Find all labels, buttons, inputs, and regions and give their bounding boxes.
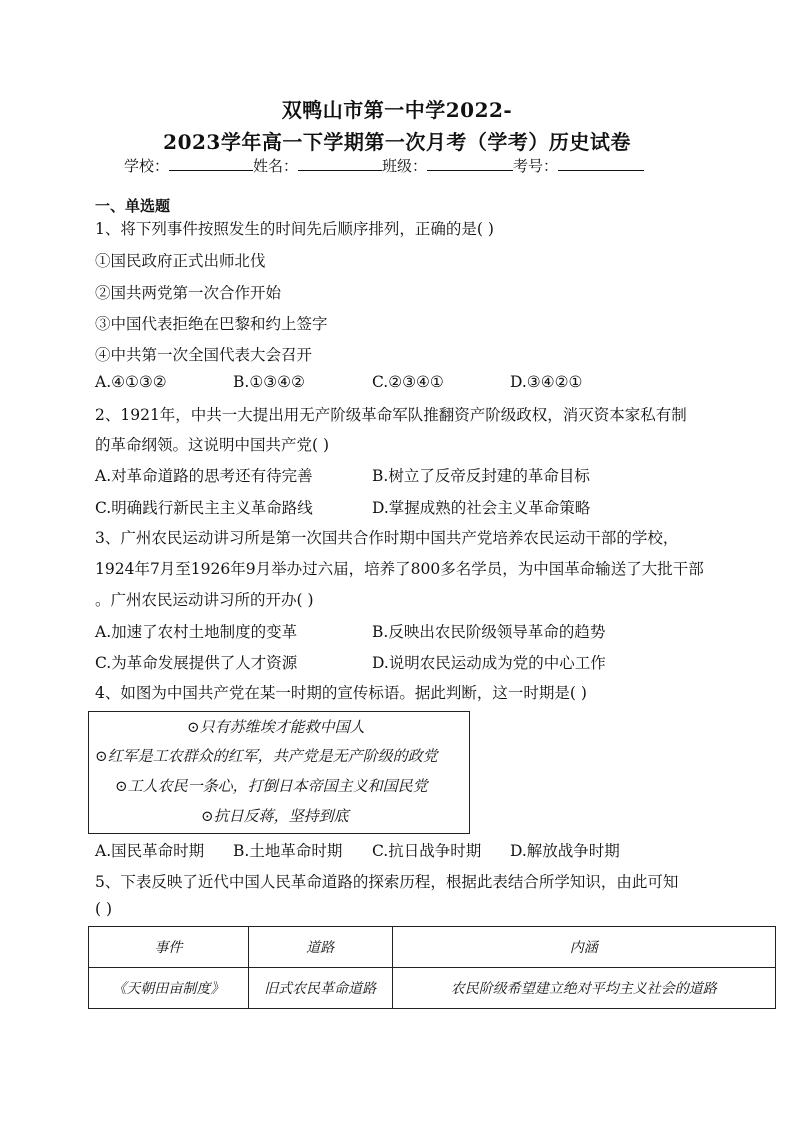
name-blank[interactable] [298, 155, 382, 171]
name-label: 姓名： [253, 157, 299, 175]
q1-option-c[interactable]: C.②③④① [372, 373, 444, 391]
q5-table [88, 926, 776, 1009]
school-label: 学校： [124, 157, 170, 175]
q1-item: ④中共第一次全国代表大会召开 [95, 346, 313, 364]
q3-stem-line1: 3、广州农民运动讲习所是第一次国共合作时期中国共产党培养农民运动干部的学校， [95, 529, 679, 547]
class-label: 班级： [382, 157, 428, 175]
school-blank[interactable] [169, 155, 253, 171]
slogan-line: ⊙工人农民一条心，打倒日本帝国主义和国民党 [115, 777, 428, 795]
q2-option-c[interactable]: C.明确践行新民主主义革命路线 [95, 499, 313, 517]
table-cell: 《天朝田亩制度》 [89, 968, 249, 1009]
q4-option-d[interactable]: D.解放战争时期 [510, 842, 620, 860]
q1-item: ③中国代表拒绝在巴黎和约上签字 [95, 315, 328, 333]
q1-option-d[interactable]: D.③④②① [510, 373, 583, 391]
exam-title-line1: 双鸭山市第一中学2022- [281, 98, 513, 122]
q4-option-a[interactable]: A.国民革命时期 [95, 842, 205, 860]
q1-item: ①国民政府正式出师北伐 [95, 252, 266, 270]
q3-stem-line2: 1924年7月至1926年9月举办过六届，培养了800多名学员，为中国革命输送了大批干部 [95, 560, 704, 578]
q2-stem-line2: 的革命纲领。这说明中国共产党( ) [95, 436, 330, 454]
class-blank[interactable] [427, 155, 513, 171]
q1-option-b[interactable]: B.①③④② [233, 373, 305, 391]
q3-option-b[interactable]: B.反映出农民阶级领导革命的趋势 [372, 623, 606, 641]
table-cell: 旧式农民革命道路 [248, 968, 392, 1009]
q4-option-b[interactable]: B.土地革命时期 [233, 842, 343, 860]
student-info-row [124, 155, 644, 176]
q3-option-d[interactable]: D.说明农民运动成为党的中心工作 [372, 654, 606, 672]
table-header-cell: 事件 [89, 927, 249, 968]
q2-option-d[interactable]: D.掌握成熟的社会主义革命策略 [372, 499, 591, 517]
q3-option-a[interactable]: A.加速了农村土地制度的变革 [95, 623, 298, 641]
slogan-line: ⊙只有苏维埃才能救中国人 [187, 718, 365, 736]
q1-option-a[interactable]: A.④①③② [95, 373, 167, 391]
q2-stem-line1: 2、1921年，中共一大提出用无产阶级革命军队推翻资产阶级政权，消灭资本家私有制 [95, 406, 687, 424]
table-header-cell: 道路 [248, 927, 392, 968]
q3-option-c[interactable]: C.为革命发展提供了人才资源 [95, 654, 298, 672]
q2-option-a[interactable]: A.对革命道路的思考还有待完善 [95, 467, 313, 485]
slogan-box [88, 711, 470, 834]
section-heading: 一、单选题 [95, 197, 171, 215]
q5-stem-line2: ( ) [95, 900, 113, 918]
exam-no-label: 考号： [513, 157, 559, 175]
q4-stem: 4、如图为中国共产党在某一时期的宣传标语。据此判断，这一时期是( ) [95, 684, 587, 702]
exam-no-blank[interactable] [558, 155, 644, 171]
q1-item: ②国共两党第一次合作开始 [95, 284, 282, 302]
q5-stem-line1: 5、下表反映了近代中国人民革命道路的探索历程，根据此表结合所学知识，由此可知 [95, 873, 679, 891]
table-cell: 农民阶级希望建立绝对平均主义社会的道路 [392, 968, 775, 1009]
q4-option-c[interactable]: C.抗日战争时期 [372, 842, 482, 860]
exam-title-line2: 2023学年高一下学期第一次月考（学考）历史试卷 [163, 130, 631, 154]
q3-stem-line3: 。广州农民运动讲习所的开办( ) [95, 591, 314, 609]
slogan-line: ⊙红军是工农群众的红军，共产党是无产阶级的政党 [95, 747, 438, 765]
q1-stem: 1、将下列事件按照发生的时间先后顺序排列，正确的是( ) [95, 220, 494, 238]
table-header-row [89, 927, 776, 968]
q2-option-b[interactable]: B.树立了反帝反封建的革命目标 [372, 467, 590, 485]
slogan-line: ⊙抗日反蒋，坚持到底 [201, 807, 349, 825]
table-header-cell: 内涵 [392, 927, 775, 968]
table-row [89, 968, 776, 1009]
